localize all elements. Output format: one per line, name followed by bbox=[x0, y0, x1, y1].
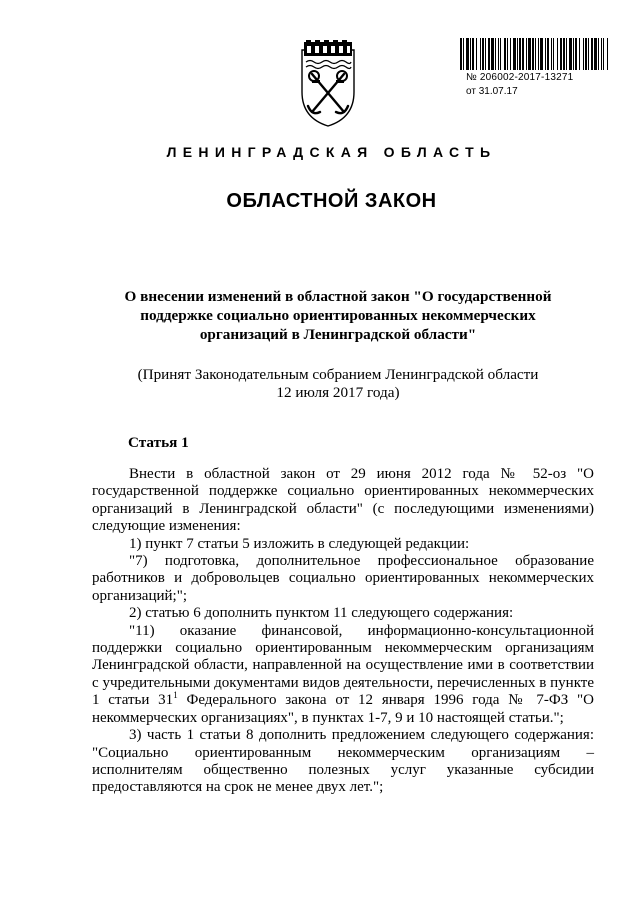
barcode-bar bbox=[575, 38, 577, 70]
paragraph-item-1-text: "7) подготовка, дополнительное профессиональное образование работников и добровольцев социально ориентированных некоммерческих организаций;"; bbox=[92, 553, 594, 604]
barcode-bar bbox=[517, 38, 518, 70]
barcode-bar bbox=[485, 38, 486, 70]
barcode-bar bbox=[472, 38, 474, 70]
barcode-bar bbox=[482, 38, 484, 70]
paragraph-intro: Внести в областной закон от 29 июня 2012 года № 52-оз "О государственной поддержке социально ориентированных некоммерческих организаций в Ленинградской области" (с последующими изменениями) следующие изменения: bbox=[92, 466, 594, 535]
barcode-bar bbox=[585, 38, 587, 70]
adoption-note bbox=[100, 366, 576, 402]
barcode-bar bbox=[480, 38, 481, 70]
barcode-bar bbox=[498, 38, 499, 70]
barcode-bar bbox=[591, 38, 593, 70]
barcode-bar bbox=[513, 38, 516, 70]
barcode-bar bbox=[500, 38, 501, 70]
barcode-bar bbox=[495, 38, 496, 70]
article-heading: Статья 1 bbox=[128, 434, 189, 451]
barcode-bar bbox=[540, 38, 543, 70]
barcode-bar bbox=[607, 38, 608, 70]
barcode-bar bbox=[470, 38, 471, 70]
adoption-note-line-2: 12 июля 2017 года) bbox=[276, 384, 400, 401]
barcode-bar bbox=[563, 38, 565, 70]
barcode-icon bbox=[460, 38, 608, 70]
barcode-bar bbox=[594, 38, 597, 70]
barcode-bar bbox=[476, 38, 477, 70]
registration-number: № 206002-2017-13271 bbox=[466, 72, 574, 83]
paragraph-item-2: 2) статью 6 дополнить пунктом 11 следующего содержания: bbox=[129, 605, 514, 622]
paragraph-item-3: 3) часть 1 статьи 8 дополнить предложением следующего содержания: "Социально ориентированным некоммерческим организациям – исполнителям общественно полезных услуг указанные субсидии предоставляются на срок не менее двух лет."; bbox=[92, 727, 594, 796]
barcode-bar bbox=[603, 38, 604, 70]
barcode-bar bbox=[551, 38, 552, 70]
barcode-bar bbox=[488, 38, 490, 70]
paragraph-item-1: 1) пункт 7 статьи 5 изложить в следующей редакции: bbox=[129, 535, 470, 552]
adoption-note-line-1: (Принят Законодательным собранием Ленинградской области bbox=[137, 366, 539, 383]
document-type: ОБЛАСТНОЙ ЗАКОН bbox=[226, 190, 437, 212]
barcode-bar bbox=[522, 38, 524, 70]
coat-of-arms-icon bbox=[298, 40, 358, 128]
barcode-bar bbox=[466, 38, 469, 70]
barcode-bar bbox=[545, 38, 546, 70]
barcode-bar bbox=[601, 38, 602, 70]
barcode-bar bbox=[557, 38, 558, 70]
barcode-bar bbox=[547, 38, 549, 70]
barcode-bar bbox=[528, 38, 531, 70]
barcode-bar bbox=[519, 38, 521, 70]
paragraph-item-2-text bbox=[92, 623, 594, 727]
region-name: ЛЕНИНГРАДСКАЯ ОБЛАСТЬ bbox=[166, 144, 497, 160]
barcode-bar bbox=[510, 38, 511, 70]
barcode-bar bbox=[532, 38, 534, 70]
barcode-bar bbox=[579, 38, 580, 70]
barcode-bar bbox=[588, 38, 589, 70]
barcode-bar bbox=[538, 38, 539, 70]
barcode-bar bbox=[491, 38, 494, 70]
barcode-bar bbox=[573, 38, 574, 70]
barcode-bar bbox=[569, 38, 572, 70]
barcode-bar bbox=[583, 38, 584, 70]
barcode-bar bbox=[560, 38, 562, 70]
barcode-bar bbox=[553, 38, 554, 70]
barcode-bar bbox=[598, 38, 599, 70]
barcode-bar bbox=[526, 38, 527, 70]
barcode-bar bbox=[463, 38, 464, 70]
law-title: О внесении изменений в областной закон "О государственной поддержке социально ориентированных некоммерческих организаций в Ленинградской области" bbox=[124, 288, 552, 343]
barcode-bar bbox=[566, 38, 567, 70]
article-body bbox=[92, 466, 594, 797]
paragraph-item-2-text-a: "11) оказание финансовой, информационно-консультационной поддержки социально ориентированным некоммерческим организациям Ленинградской области, направленной на осуществление ими в соответствии с учредительными документами видов деятельности, перечисленных в пункте 1 статьи 31 bbox=[92, 622, 594, 709]
registration-date: от 31.07.17 bbox=[466, 86, 518, 97]
paragraph-item-2-text-b: Федерального закона от 12 января 1996 года № 7-ФЗ "О некоммерческих организациях", в пунктах 1-7, 9 и 10 настоящей статьи."; bbox=[92, 692, 594, 726]
barcode-bar bbox=[535, 38, 536, 70]
barcode-bar bbox=[504, 38, 506, 70]
barcode-bar bbox=[460, 38, 462, 70]
superscript: 1 bbox=[173, 690, 178, 701]
barcode-bar bbox=[507, 38, 508, 70]
